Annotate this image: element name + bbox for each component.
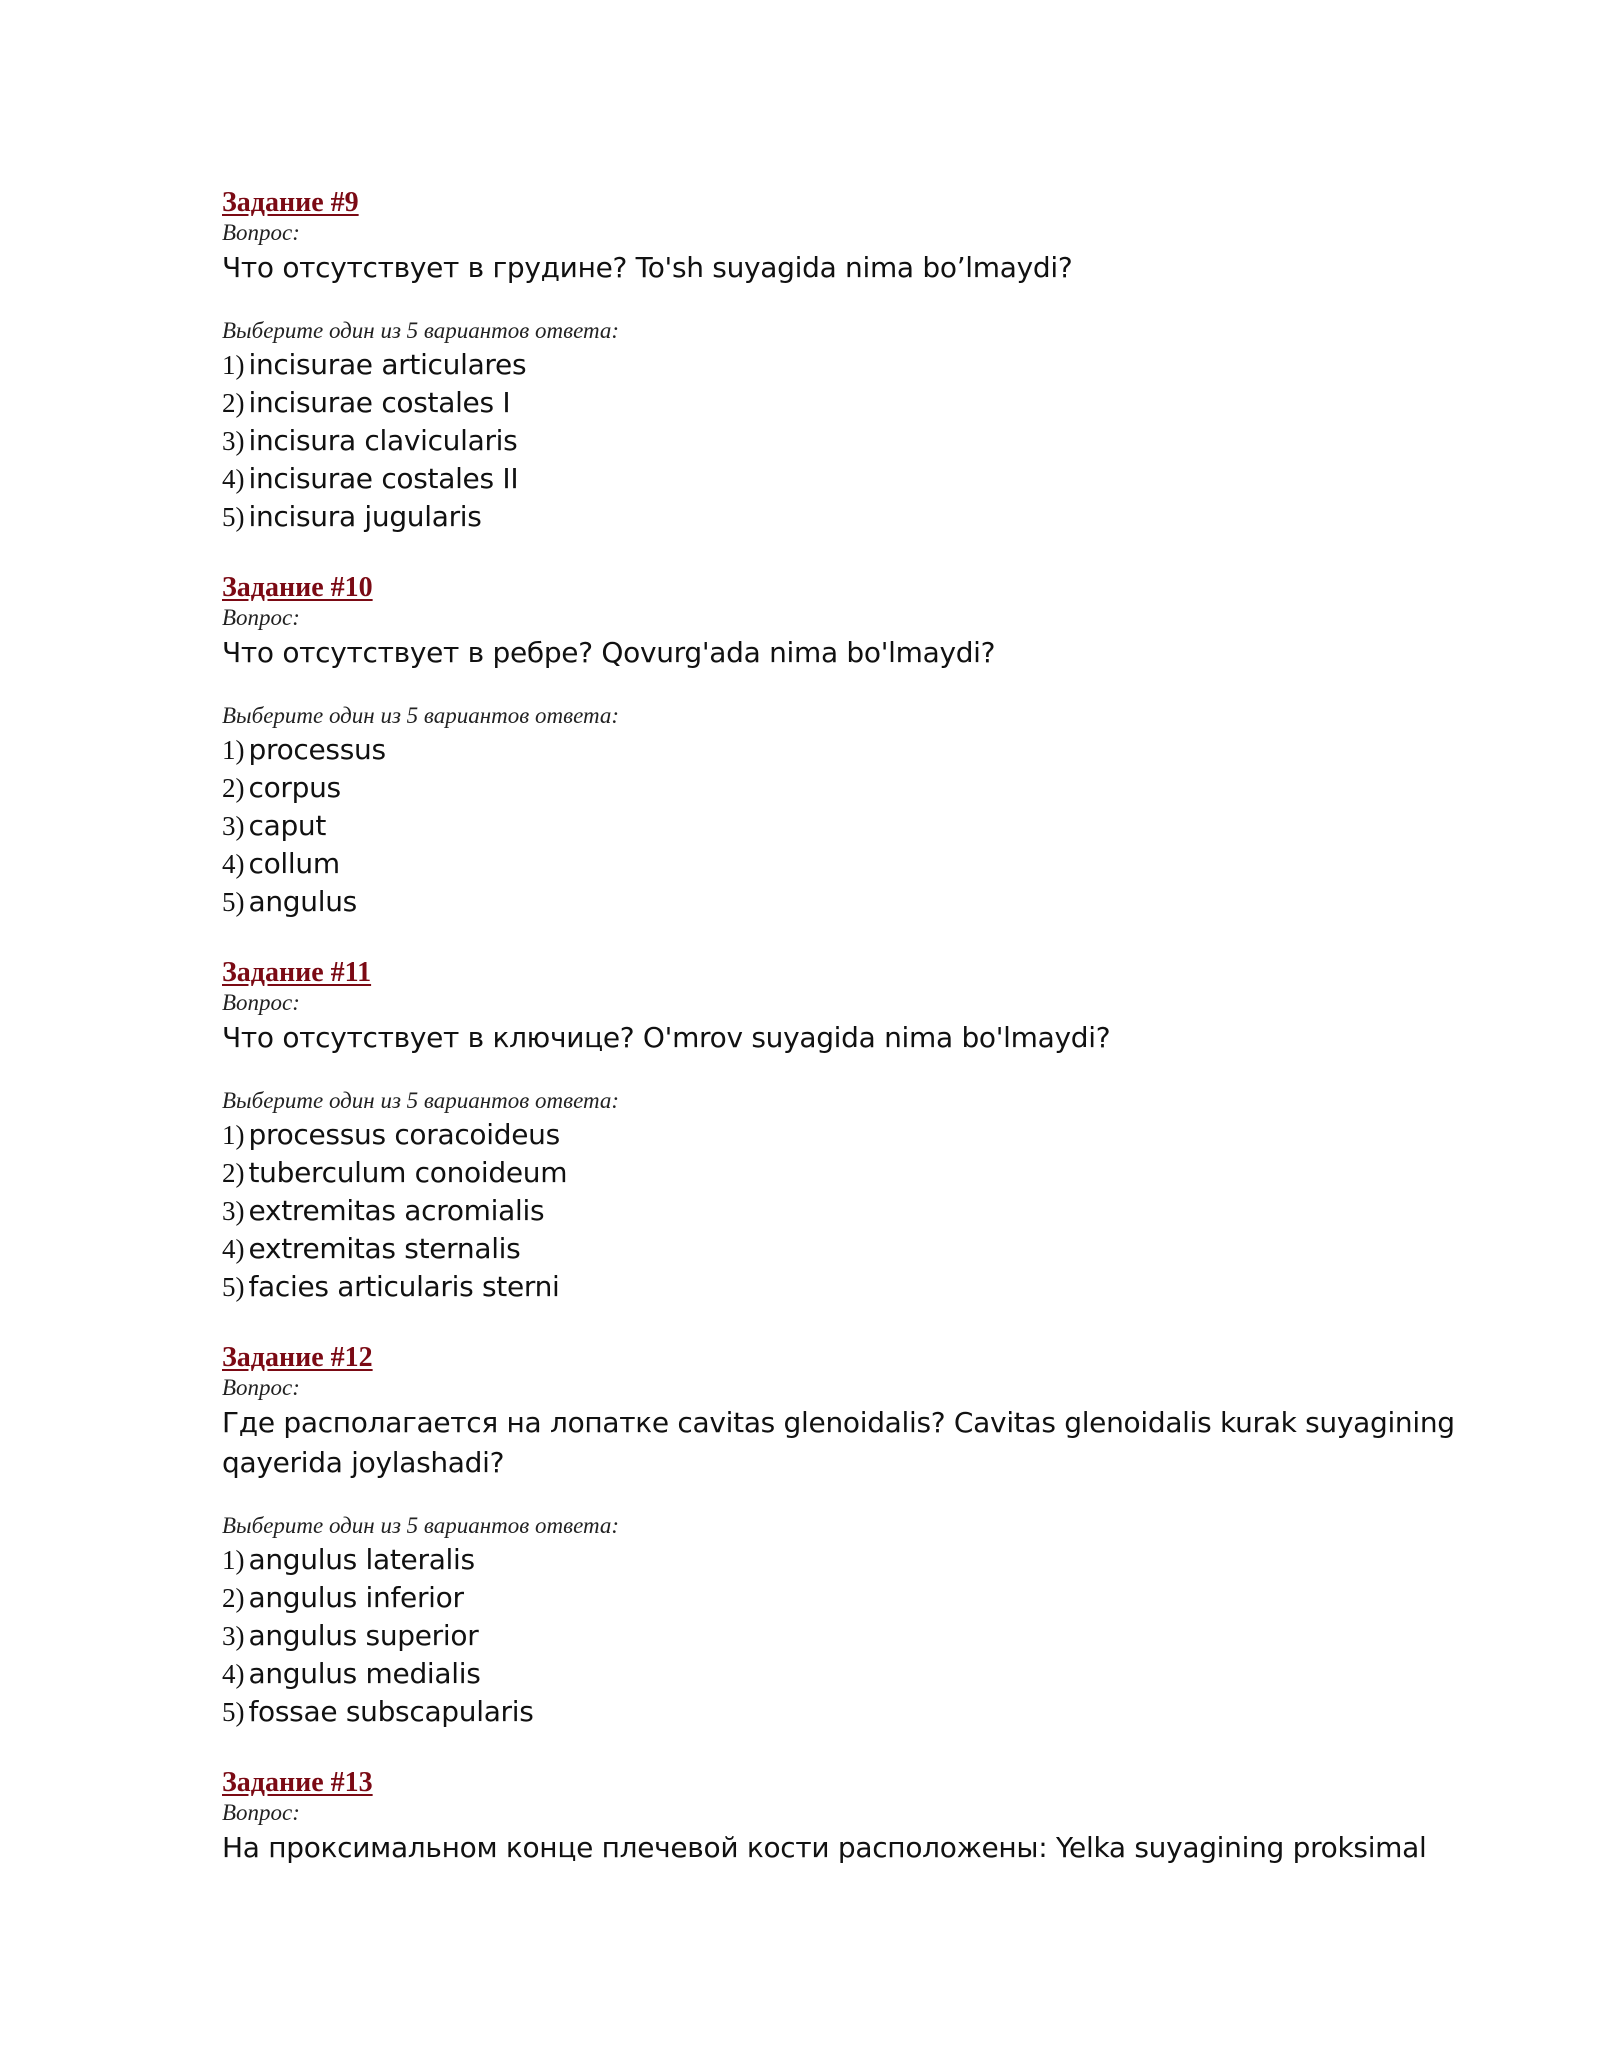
option-number: 5)	[222, 1697, 245, 1727]
answer-option	[222, 1268, 1462, 1306]
option-text: incisurae articulares	[248, 348, 527, 381]
option-number: 2)	[222, 1583, 245, 1613]
task-10	[222, 571, 1462, 921]
question-text: Где располагается на лопатке cavitas glenoidalis? Cavitas glenoidalis kurak suyagining qayerida joylashadi?	[222, 1406, 1455, 1479]
answer-options	[222, 1541, 1462, 1731]
question-text: Что отсутствует в грудине? To'sh suyagida nima bo’lmaydi?	[222, 251, 1073, 284]
question-text: На проксимальном конце плечевой кости расположены: Yelka suyagining proksimal	[222, 1831, 1427, 1864]
answer-options	[222, 731, 1462, 921]
option-text: processus coracoideus	[248, 1118, 560, 1151]
option-text: caput	[248, 809, 327, 842]
answer-option	[222, 384, 1462, 422]
answer-option	[222, 845, 1462, 883]
option-number: 5)	[222, 502, 245, 532]
answer-option	[222, 1617, 1462, 1655]
option-number: 4)	[222, 1234, 245, 1264]
task-title: Задание #13	[222, 1767, 373, 1798]
option-text: incisura jugularis	[248, 500, 482, 533]
option-number: 3)	[222, 426, 245, 456]
option-text: processus	[248, 733, 386, 766]
task-title: Задание #9	[222, 187, 359, 218]
task-title: Задание #10	[222, 572, 373, 603]
option-text: angulus	[248, 885, 357, 918]
option-number: 3)	[222, 1196, 245, 1226]
answer-option	[222, 883, 1462, 921]
option-text: extremitas sternalis	[248, 1232, 521, 1265]
answer-options	[222, 346, 1462, 536]
choose-instruction: Выберите один из 5 вариантов ответа:	[222, 703, 620, 728]
option-text: tuberculum conoideum	[248, 1156, 568, 1189]
option-number: 1)	[222, 350, 245, 380]
option-number: 3)	[222, 811, 245, 841]
answer-option	[222, 1579, 1462, 1617]
option-number: 2)	[222, 773, 245, 803]
option-text: angulus superior	[248, 1619, 479, 1652]
choose-instruction: Выберите один из 5 вариантов ответа:	[222, 318, 620, 343]
answer-option	[222, 1655, 1462, 1693]
option-number: 2)	[222, 1158, 245, 1188]
answer-option	[222, 346, 1462, 384]
option-text: angulus medialis	[248, 1657, 481, 1690]
answer-option	[222, 769, 1462, 807]
question-label: Вопрос:	[222, 220, 300, 245]
option-text: facies articularis sterni	[248, 1270, 560, 1303]
task-11	[222, 956, 1462, 1306]
task-9	[222, 186, 1462, 536]
option-number: 3)	[222, 1621, 245, 1651]
question-label: Вопрос:	[222, 605, 300, 630]
answer-option	[222, 1116, 1462, 1154]
option-number: 2)	[222, 388, 245, 418]
answer-option	[222, 1154, 1462, 1192]
question-label: Вопрос:	[222, 1800, 300, 1825]
choose-instruction: Выберите один из 5 вариантов ответа:	[222, 1088, 620, 1113]
task-title: Задание #12	[222, 1342, 373, 1373]
answer-option	[222, 1693, 1462, 1731]
task-12	[222, 1341, 1462, 1731]
answer-option	[222, 1192, 1462, 1230]
answer-option	[222, 498, 1462, 536]
choose-instruction: Выберите один из 5 вариантов ответа:	[222, 1513, 620, 1538]
option-text: incisurae costales II	[248, 462, 519, 495]
answer-option	[222, 460, 1462, 498]
answer-options	[222, 1116, 1462, 1306]
option-text: extremitas acromialis	[248, 1194, 545, 1227]
option-number: 5)	[222, 887, 245, 917]
option-text: incisura clavicularis	[248, 424, 518, 457]
option-number: 1)	[222, 735, 245, 765]
question-label: Вопрос:	[222, 1375, 300, 1400]
answer-option	[222, 1541, 1462, 1579]
option-number: 1)	[222, 1545, 245, 1575]
question-text: Что отсутствует в ребре? Qovurg'ada nima bo'lmaydi?	[222, 636, 996, 669]
answer-option	[222, 731, 1462, 769]
option-text: incisurae costales I	[248, 386, 511, 419]
option-number: 4)	[222, 1659, 245, 1689]
option-text: collum	[248, 847, 340, 880]
option-text: angulus inferior	[248, 1581, 464, 1614]
option-number: 1)	[222, 1120, 245, 1150]
option-number: 5)	[222, 1272, 245, 1302]
question-label: Вопрос:	[222, 990, 300, 1015]
answer-option	[222, 807, 1462, 845]
task-13	[222, 1766, 1462, 1868]
option-text: fossae subscapularis	[248, 1695, 534, 1728]
document-page	[222, 186, 1462, 1868]
task-title: Задание #11	[222, 957, 372, 988]
option-number: 4)	[222, 849, 245, 879]
question-text: Что отсутствует в ключице? O'mrov suyagida nima bo'lmaydi?	[222, 1021, 1111, 1054]
answer-option	[222, 1230, 1462, 1268]
option-number: 4)	[222, 464, 245, 494]
option-text: corpus	[248, 771, 341, 804]
option-text: angulus lateralis	[248, 1543, 475, 1576]
answer-option	[222, 422, 1462, 460]
